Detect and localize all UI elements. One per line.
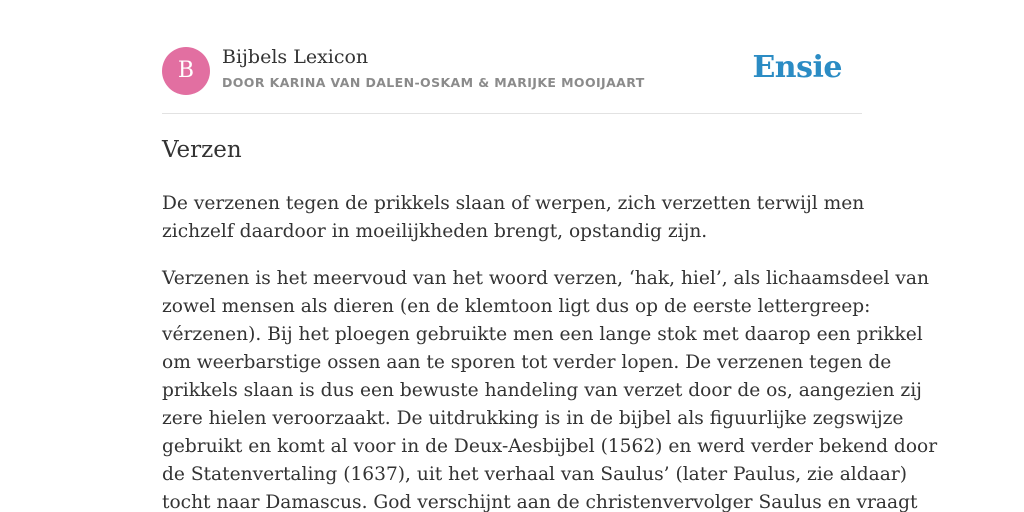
publication-header xyxy=(162,0,862,114)
body-line: prikkels slaan is dus een bewuste handeling van verzet door de os, aangezien zij xyxy=(162,380,922,401)
definition-line: zichzelf daardoor in moeilijkheden brengt, opstandig zijn. xyxy=(162,221,708,242)
ensie-logo[interactable]: Ensie xyxy=(752,50,842,85)
publication-avatar[interactable]: B xyxy=(162,47,210,95)
body-line: om weerbarstige ossen aan te sporen tot verder lopen. De verzenen tegen de xyxy=(162,352,892,373)
body-line: zowel mensen als dieren (en de klemtoon ligt dus op de eerste lettergreep: xyxy=(162,296,871,317)
body-line: tocht naar Damascus. God verschijnt aan de christenvervolger Saulus en vraagt xyxy=(162,492,918,512)
body-line: vérzenen). Bij het ploegen gebruikte men een lange stok met daarop een prikkel xyxy=(162,324,923,345)
publication-title[interactable]: Bijbels Lexicon xyxy=(222,46,369,68)
entry-body xyxy=(162,265,938,512)
publication-authors: DOOR KARINA VAN DALEN-OSKAM & MARIJKE MOOIJAART xyxy=(222,75,645,90)
article-page xyxy=(162,0,938,512)
body-line: de Statenvertaling (1637), uit het verhaal van Saulus’ (later Paulus, zie aldaar) xyxy=(162,464,907,485)
body-line: Verzenen is het meervoud van het woord verzen, ‘hak, hiel’, als lichaamsdeel van xyxy=(162,268,929,289)
definition-line: De verzenen tegen de prikkels slaan of werpen, zich verzetten terwijl men xyxy=(162,193,865,214)
body-line: gebruikt en komt al voor in de Deux-Aesbijbel (1562) en werd verder bekend door xyxy=(162,436,938,457)
entry-definition xyxy=(162,190,865,246)
entry-title: Verzen xyxy=(162,137,242,163)
body-line: zere hielen veroorzaakt. De uitdrukking is in de bijbel als figuurlijke zegswijze xyxy=(162,408,904,429)
